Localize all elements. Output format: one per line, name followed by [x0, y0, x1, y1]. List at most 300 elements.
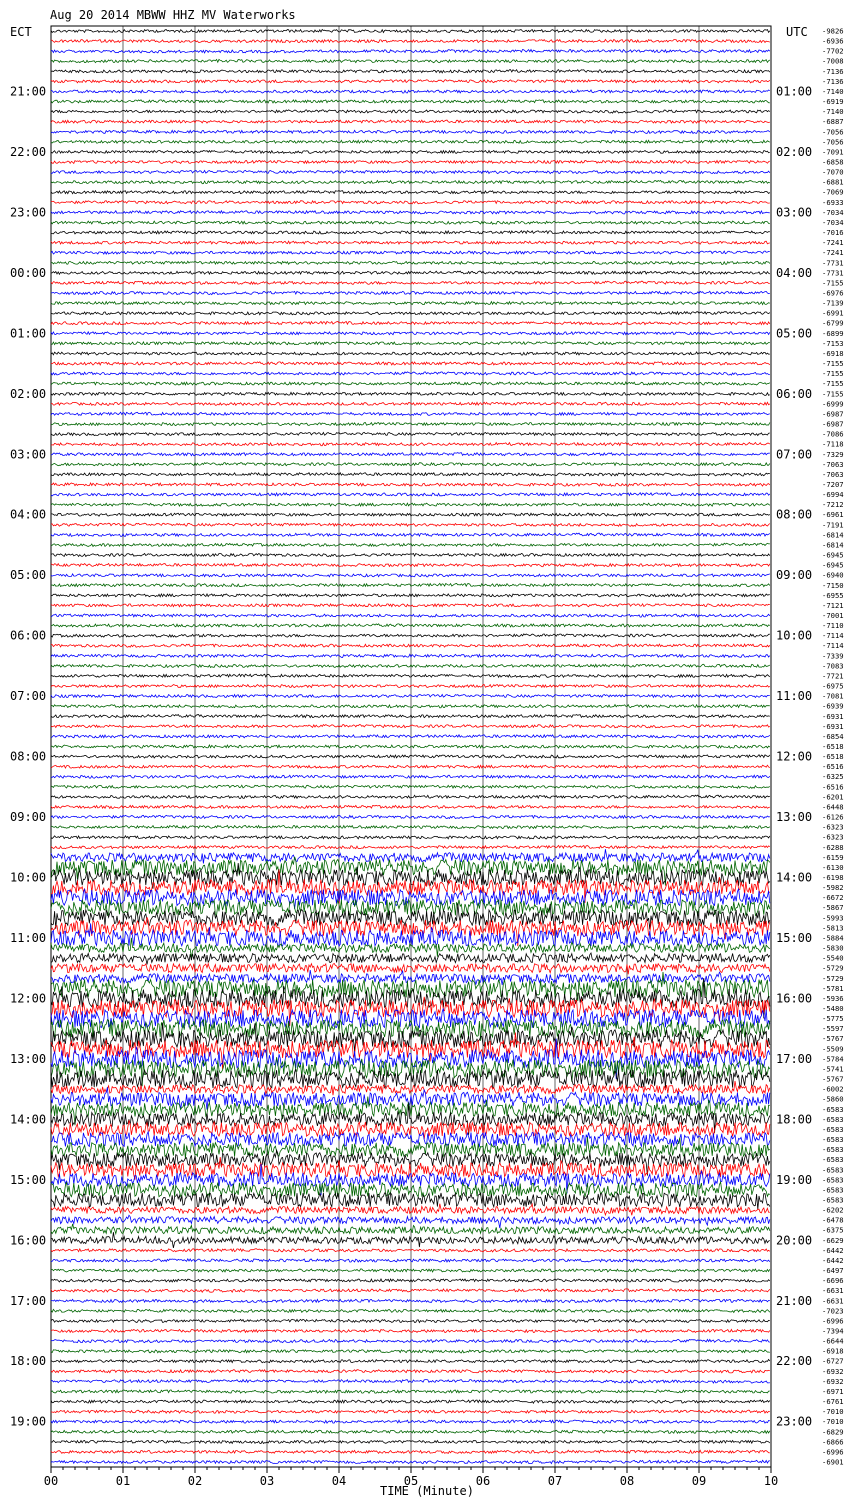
trace-offset-label: -5729	[822, 973, 844, 983]
seismic-trace	[51, 130, 770, 133]
seismic-trace	[51, 271, 770, 274]
utc-hour-label: 14:00	[776, 870, 813, 885]
trace-offset-label: -6478	[822, 1215, 844, 1225]
seismic-trace	[51, 392, 770, 395]
trace-offset-label: -7136	[822, 66, 844, 76]
utc-hour-label: 13:00	[776, 810, 813, 825]
trace-offset-label: -7155	[822, 379, 844, 389]
utc-hour-label: 10:00	[776, 628, 813, 643]
seismic-trace	[51, 1450, 770, 1453]
ect-hour-label: 07:00	[10, 689, 47, 704]
trace-offset-label: -6631	[822, 1296, 844, 1306]
trace-offset-label: -6940	[822, 570, 844, 580]
trace-offset-label: -7081	[822, 691, 844, 701]
seismic-trace	[51, 1390, 770, 1393]
seismic-trace	[51, 281, 770, 284]
trace-offset-label: -7207	[822, 479, 844, 489]
trace-offset-label: -5729	[822, 963, 844, 973]
ect-hour-label: 22:00	[10, 144, 47, 159]
trace-offset-label: -6999	[822, 399, 844, 409]
seismic-trace	[51, 674, 770, 677]
seismic-trace	[51, 664, 770, 667]
seismic-trace	[51, 503, 770, 506]
trace-offset-label: -6518	[822, 752, 844, 762]
seismic-trace	[51, 423, 770, 426]
x-tick-label: 05	[403, 1474, 419, 1488]
trace-offset-label: -5936	[822, 993, 844, 1003]
seismic-trace	[51, 815, 770, 818]
trace-offset-label: -7010	[822, 1417, 844, 1427]
trace-offset-label: -7070	[822, 167, 844, 177]
seismic-trace	[51, 90, 770, 93]
trace-offset-label: -6448	[822, 802, 844, 812]
trace-offset-label: -5784	[822, 1054, 844, 1064]
seismic-trace	[51, 473, 770, 476]
trace-offset-label: -6198	[822, 873, 844, 883]
trace-offset-label: -6761	[822, 1397, 844, 1407]
ect-hour-label: 13:00	[10, 1051, 47, 1066]
x-tick-label: 08	[619, 1474, 635, 1488]
trace-offset-label: -6516	[822, 782, 844, 792]
seismic-trace	[51, 1370, 770, 1373]
seismic-trace	[51, 775, 770, 778]
seismic-trace	[51, 765, 770, 768]
seismic-trace	[51, 321, 770, 324]
seismic-trace	[51, 161, 770, 164]
seismic-trace	[51, 1269, 770, 1272]
ect-hour-label: 16:00	[10, 1233, 47, 1248]
trace-offset-label: -7139	[822, 298, 844, 308]
trace-offset-label: -6696	[822, 1276, 844, 1286]
ect-hour-label: 10:00	[10, 870, 47, 885]
ect-hour-label: 15:00	[10, 1172, 47, 1187]
ect-hour-label: 14:00	[10, 1112, 47, 1127]
seismic-trace	[51, 805, 770, 808]
seismic-trace	[51, 795, 770, 798]
seismic-trace	[51, 241, 770, 244]
seismic-trace	[51, 291, 770, 294]
seismic-trace	[51, 231, 770, 234]
seismic-trace	[51, 1309, 770, 1312]
utc-hour-label: 17:00	[776, 1051, 813, 1066]
seismic-trace	[51, 493, 770, 496]
seismic-trace	[51, 1329, 770, 1332]
seismic-trace	[51, 100, 770, 103]
seismic-trace	[51, 836, 770, 839]
seismic-trace	[51, 685, 770, 688]
trace-offset-label: -5509	[822, 1044, 844, 1054]
trace-offset-label: -6583	[822, 1145, 844, 1155]
utc-hour-label: 16:00	[776, 991, 813, 1006]
trace-offset-label: -7121	[822, 600, 844, 610]
utc-hour-label: 15:00	[776, 930, 813, 945]
seismic-trace	[51, 211, 770, 214]
trace-offset-label: -7329	[822, 449, 844, 459]
seismic-trace	[51, 251, 770, 254]
trace-offset-label: -5993	[822, 913, 844, 923]
seismic-trace	[51, 1232, 770, 1248]
seismic-trace	[51, 654, 770, 657]
trace-offset-label: -6829	[822, 1427, 844, 1437]
trace-offset-label: -7212	[822, 500, 844, 510]
trace-offset-label: -6814	[822, 540, 844, 550]
trace-offset-label: -7110	[822, 621, 844, 631]
seismic-trace	[51, 755, 770, 758]
trace-offset-label: -7241	[822, 248, 844, 258]
trace-offset-label: -6497	[822, 1266, 844, 1276]
utc-hour-label: 18:00	[776, 1112, 813, 1127]
trace-offset-label: -6933	[822, 197, 844, 207]
x-tick-label: 00	[43, 1474, 59, 1488]
seismic-trace	[51, 342, 770, 345]
trace-offset-label: -6987	[822, 409, 844, 419]
utc-hour-label: 19:00	[776, 1172, 813, 1187]
ect-hour-label: 09:00	[10, 810, 47, 825]
ect-hour-label: 01:00	[10, 326, 47, 341]
seismic-trace	[51, 362, 770, 365]
ect-hour-label: 23:00	[10, 205, 47, 220]
chart-title: Aug 20 2014 MBWW HHZ MV Waterworks	[50, 8, 296, 22]
trace-offset-label: -7155	[822, 389, 844, 399]
seismic-trace	[51, 715, 770, 718]
trace-offset-label: -5597	[822, 1024, 844, 1034]
seismic-trace	[51, 151, 770, 154]
seismic-trace	[51, 1430, 770, 1433]
x-tick-label: 09	[691, 1474, 707, 1488]
seismic-trace	[51, 644, 770, 647]
seismic-trace	[51, 614, 770, 617]
left-axis-label: ECT	[10, 25, 32, 39]
right-axis-label: UTC	[786, 25, 808, 39]
ect-hour-label: 00:00	[10, 265, 47, 280]
seismic-trace	[51, 604, 770, 607]
trace-offset-label: -7086	[822, 429, 844, 439]
trace-offset-label: -5860	[822, 1094, 844, 1104]
seismic-trace	[51, 261, 770, 264]
seismic-trace	[51, 483, 770, 486]
trace-offset-label: -7001	[822, 610, 844, 620]
trace-offset-label: -6583	[822, 1114, 844, 1124]
trace-offset-label: -7339	[822, 651, 844, 661]
trace-offset-label: -6858	[822, 157, 844, 167]
seismic-trace	[51, 40, 770, 43]
seismic-trace	[51, 785, 770, 788]
x-tick-label: 02	[187, 1474, 203, 1488]
seismic-trace	[51, 443, 770, 446]
ect-hour-label: 06:00	[10, 628, 47, 643]
seismic-trace	[51, 1410, 770, 1413]
trace-offset-label: -7155	[822, 359, 844, 369]
trace-offset-label: -7155	[822, 278, 844, 288]
trace-offset-label: -6126	[822, 812, 844, 822]
trace-offset-label: -6518	[822, 742, 844, 751]
trace-offset-label: -7056	[822, 137, 844, 147]
utc-hour-label: 07:00	[776, 447, 813, 462]
trace-offset-label: -7118	[822, 439, 844, 449]
seismic-trace	[51, 899, 770, 915]
trace-offset-label: -9826	[822, 26, 844, 36]
ect-hour-label: 11:00	[10, 930, 47, 945]
seismic-trace	[51, 412, 770, 415]
trace-offset-label: -6583	[822, 1135, 844, 1145]
seismic-trace	[51, 201, 770, 204]
seismic-trace	[51, 624, 770, 627]
seismic-trace	[51, 523, 770, 526]
trace-offset-label: -6583	[822, 1155, 844, 1165]
seismic-trace	[51, 1350, 770, 1353]
seismic-trace	[51, 725, 770, 728]
trace-offset-label: -6931	[822, 721, 844, 731]
trace-offset-label: -5767	[822, 1074, 844, 1084]
utc-hour-label: 22:00	[776, 1354, 813, 1369]
trace-offset-label: -7114	[822, 631, 844, 641]
trace-offset-label: -6323	[822, 832, 844, 842]
trace-offset-label: -6939	[822, 701, 844, 711]
trace-offset-label: -6583	[822, 1124, 844, 1134]
seismic-trace	[51, 170, 770, 173]
trace-offset-label: -6961	[822, 510, 844, 520]
seismic-trace	[51, 574, 770, 577]
trace-offset-label: -6442	[822, 1255, 844, 1265]
seismic-trace	[51, 372, 770, 375]
seismic-trace	[51, 1249, 770, 1252]
seismic-trace	[51, 1299, 770, 1302]
trace-offset-label: -7023	[822, 1306, 844, 1316]
trace-offset-label: -7056	[822, 127, 844, 137]
trace-offset-label: -6854	[822, 731, 844, 741]
trace-offset-label: -7034	[822, 217, 844, 227]
ect-hour-label: 08:00	[10, 749, 47, 764]
trace-offset-label: -7140	[822, 86, 844, 96]
seismic-trace	[51, 594, 770, 597]
trace-offset-label: -6955	[822, 590, 844, 600]
trace-offset-label: -6994	[822, 490, 844, 500]
utc-hour-label: 20:00	[776, 1233, 813, 1248]
trace-offset-label: -6583	[822, 1195, 844, 1205]
trace-offset-label: -6987	[822, 419, 844, 429]
ect-hour-label: 02:00	[10, 386, 47, 401]
trace-offset-label: -7083	[822, 661, 844, 671]
seismic-trace	[51, 59, 770, 62]
seismic-trace	[51, 70, 770, 73]
trace-offset-label: -6629	[822, 1235, 844, 1245]
seismic-trace	[51, 50, 770, 53]
trace-offset-label: -6918	[822, 1346, 844, 1356]
trace-offset-label: -6936	[822, 36, 844, 46]
trace-offset-label: -6932	[822, 1366, 844, 1376]
seismic-trace	[51, 745, 770, 748]
trace-offset-label: -7034	[822, 207, 844, 217]
seismic-trace	[51, 953, 770, 964]
utc-hour-label: 23:00	[776, 1414, 813, 1429]
ect-hour-label: 21:00	[10, 84, 47, 99]
trace-offset-label: -6991	[822, 308, 844, 318]
x-tick-label: 07	[547, 1474, 563, 1488]
seismic-trace	[51, 825, 770, 828]
trace-offset-label: -6288	[822, 842, 844, 852]
trace-offset-label: -6975	[822, 681, 844, 691]
seismic-trace	[51, 463, 770, 466]
seismic-trace	[51, 110, 770, 113]
seismic-trace	[51, 1132, 770, 1147]
trace-offset-label: -5781	[822, 983, 844, 993]
seismic-trace	[51, 513, 770, 516]
trace-offset-label: -6201	[822, 792, 844, 802]
seismic-trace	[51, 1157, 770, 1180]
seismic-trace	[51, 845, 770, 848]
seismic-trace	[51, 332, 770, 335]
trace-offset-label: -7016	[822, 228, 844, 238]
seismic-trace	[51, 80, 770, 83]
trace-offset-label: -6159	[822, 852, 844, 862]
trace-offset-label: -6901	[822, 1457, 844, 1467]
seismic-trace	[51, 120, 770, 123]
seismic-trace	[51, 140, 770, 143]
seismic-trace	[51, 1400, 770, 1403]
seismic-trace	[51, 1182, 770, 1200]
trace-offset-label: -7010	[822, 1407, 844, 1417]
ect-hour-label: 18:00	[10, 1354, 47, 1369]
trace-offset-label: -5767	[822, 1034, 844, 1044]
trace-offset-label: -6375	[822, 1225, 844, 1235]
utc-hour-label: 21:00	[776, 1293, 813, 1308]
seismic-trace	[51, 432, 770, 435]
ect-hour-label: 03:00	[10, 447, 47, 462]
trace-offset-label: -7731	[822, 268, 844, 278]
ect-hour-label: 17:00	[10, 1293, 47, 1308]
trace-offset-label: -5884	[822, 933, 844, 943]
seismic-trace	[51, 1224, 770, 1234]
seismic-trace	[51, 302, 770, 305]
trace-offset-label: -5982	[822, 883, 844, 893]
trace-offset-label: -7721	[822, 671, 844, 681]
seismic-trace	[51, 634, 770, 637]
trace-offset-label: -6945	[822, 560, 844, 570]
trace-offset-label: -6971	[822, 1386, 844, 1396]
trace-offset-label: -7008	[822, 56, 844, 66]
trace-offset-label: -6727	[822, 1356, 844, 1366]
trace-offset-label: -6932	[822, 1376, 844, 1386]
trace-offset-label: -6130	[822, 862, 844, 872]
trace-offset-label: -7063	[822, 469, 844, 479]
trace-offset-label: -5867	[822, 903, 844, 913]
trace-offset-label: -6631	[822, 1286, 844, 1296]
seismic-trace	[51, 312, 770, 315]
ect-hour-label: 04:00	[10, 507, 47, 522]
trace-offset-label: -6202	[822, 1205, 844, 1215]
x-tick-label: 04	[331, 1474, 347, 1488]
trace-offset-label: -5813	[822, 923, 844, 933]
seismic-trace	[51, 453, 770, 456]
trace-offset-label: -7063	[822, 459, 844, 469]
utc-hour-label: 08:00	[776, 507, 813, 522]
trace-offset-label: -5830	[822, 943, 844, 953]
trace-offset-label: -7394	[822, 1326, 844, 1336]
seismic-trace	[51, 564, 770, 567]
x-tick-label: 03	[259, 1474, 275, 1488]
trace-offset-label: -6325	[822, 772, 844, 782]
seismic-trace	[51, 583, 770, 586]
seismic-trace	[51, 1380, 770, 1384]
seismic-trace	[51, 705, 770, 708]
ect-hour-label: 12:00	[10, 991, 47, 1006]
seismic-trace	[51, 1440, 770, 1443]
seismic-trace	[51, 533, 770, 536]
seismic-trace	[51, 352, 770, 355]
seismic-trace	[51, 1279, 770, 1282]
seismic-trace	[51, 191, 770, 194]
seismic-trace	[51, 963, 770, 974]
trace-offset-label: -6996	[822, 1316, 844, 1326]
seismic-trace	[51, 221, 770, 224]
seismic-trace	[51, 402, 770, 405]
x-tick-label: 10	[763, 1474, 779, 1488]
trace-offset-label: -6516	[822, 762, 844, 772]
utc-hour-label: 04:00	[776, 265, 813, 280]
trace-offset-label: -5540	[822, 953, 844, 963]
trace-offset-label: -5480	[822, 1004, 844, 1014]
seismic-trace	[51, 1420, 770, 1423]
x-tick-label: 06	[475, 1474, 491, 1488]
seismic-trace	[51, 30, 770, 33]
trace-offset-label: -6881	[822, 177, 844, 187]
trace-offset-label: -7114	[822, 641, 844, 651]
trace-offset-label: -6583	[822, 1165, 844, 1175]
trace-offset-label: -6672	[822, 893, 844, 903]
utc-hour-label: 06:00	[776, 386, 813, 401]
trace-offset-label: -5775	[822, 1014, 844, 1024]
trace-offset-label: -6442	[822, 1245, 844, 1255]
trace-offset-label: -6814	[822, 530, 844, 540]
trace-offset-label: -6887	[822, 117, 844, 127]
seismic-trace	[51, 1289, 770, 1292]
trace-offset-label: -7153	[822, 338, 844, 348]
trace-offset-label: -6583	[822, 1175, 844, 1185]
trace-offset-label: -6799	[822, 318, 844, 328]
trace-offset-label: -6644	[822, 1336, 844, 1346]
trace-offset-label: -7140	[822, 107, 844, 117]
trace-offset-label: -7069	[822, 187, 844, 197]
trace-offset-label: -7731	[822, 258, 844, 268]
utc-hour-label: 02:00	[776, 144, 813, 159]
seismic-trace	[51, 1360, 770, 1363]
trace-offset-label: -7702	[822, 46, 844, 56]
utc-hour-label: 01:00	[776, 84, 813, 99]
utc-hour-label: 03:00	[776, 205, 813, 220]
trace-offset-label: -6945	[822, 550, 844, 560]
trace-offset-label: -6583	[822, 1104, 844, 1114]
seismic-trace	[51, 554, 770, 557]
utc-hour-label: 05:00	[776, 326, 813, 341]
trace-offset-label: -6323	[822, 822, 844, 832]
x-axis-label: TIME (Minute)	[380, 1484, 474, 1498]
seismic-trace	[51, 382, 770, 385]
trace-offset-label: -5741	[822, 1064, 844, 1074]
trace-offset-label: -6919	[822, 97, 844, 107]
trace-offset-label: -6899	[822, 328, 844, 338]
x-tick-label: 01	[115, 1474, 131, 1488]
seismic-trace	[51, 1259, 770, 1262]
seismic-trace	[51, 735, 770, 738]
trace-offset-label: -7155	[822, 369, 844, 379]
seismic-trace	[51, 1460, 770, 1463]
seismic-trace	[51, 543, 770, 546]
seismic-trace	[51, 694, 770, 697]
trace-offset-label: -6996	[822, 1447, 844, 1457]
trace-offset-label: -6976	[822, 288, 844, 298]
trace-offset-label: -6583	[822, 1185, 844, 1195]
trace-offset-label: -7241	[822, 238, 844, 248]
